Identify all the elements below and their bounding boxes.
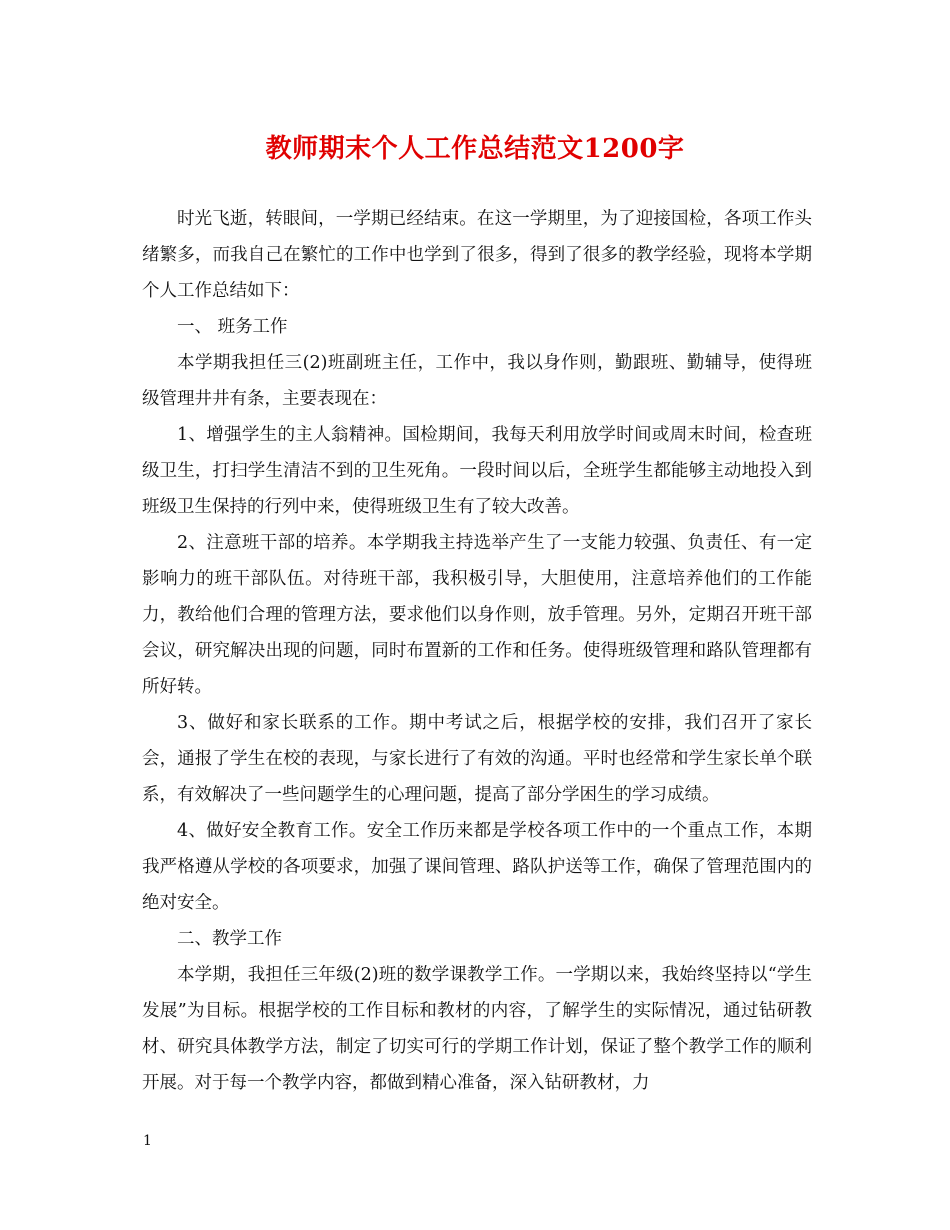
section-heading-teaching-work: 二、教学工作 xyxy=(177,929,282,949)
paragraph-point-1: 1、增强学生的主人翁精神。国检期间，我每天利用放学时间或周末时间，检查班级卫生，打扫学生清洁不到的卫生死角。一段时间以后，全班学生都能够主动地投入到班级卫生保持的行列中来，使得班级卫生有了较大改善。 xyxy=(142,425,812,517)
paragraph-point-3: 3、做好和家长联系的工作。期中考试之后，根据学校的安排，我们召开了家长会，通报了学生在校的表现，与家长进行了有效的沟通。平时也经常和学生家长单个联系，有效解决了一些问题学生的心理问题，提高了部分学困生的学习成绩。 xyxy=(142,713,812,805)
document-body xyxy=(142,201,812,1101)
section-heading-class-work: 一、 班务工作 xyxy=(177,317,288,337)
page-number: 1 xyxy=(143,1133,152,1149)
paragraph-class-role: 本学期我担任三(2)班副班主任，工作中，我以身作则，勤跟班、勤辅导，使得班级管理井井有条，主要表现在： xyxy=(142,353,812,409)
paragraph-point-4: 4、做好安全教育工作。安全工作历来都是学校各项工作中的一个重点工作，本期我严格遵从学校的各项要求，加强了课间管理、路队护送等工作，确保了管理范围内的绝对安全。 xyxy=(142,821,812,913)
paragraph-intro: 时光飞逝，转眼间，一学期已经结束。在这一学期里，为了迎接国检，各项工作头绪繁多，而我自己在繁忙的工作中也学到了很多，得到了很多的教学经验，现将本学期个人工作总结如下： xyxy=(142,209,812,301)
document-title: 教师期末个人工作总结范文1200字 xyxy=(265,134,685,164)
paragraph-point-2: 2、注意班干部的培养。本学期我主持选举产生了一支能力较强、负责任、有一定影响力的班干部队伍。对待班干部，我积极引导，大胆使用，注意培养他们的工作能力，教给他们合理的管理方法，要求他们以身作则，放手管理。另外，定期召开班干部会议，研究解决出现的问题，同时布置新的工作和任务。使得班级管理和路队管理都有所好转。 xyxy=(142,533,812,697)
paragraph-teaching: 本学期，我担任三年级(2)班的数学课教学工作。一学期以来，我始终坚持以“学生发展”为目标。根据学校的工作目标和教材的内容，了解学生的实际情况，通过钻研教材、研究具体教学方法，制定了切实可行的学期工作计划，保证了整个教学工作的顺利开展。对于每一个教学内容，都做到精心准备，深入钻研教材，力 xyxy=(142,965,812,1093)
